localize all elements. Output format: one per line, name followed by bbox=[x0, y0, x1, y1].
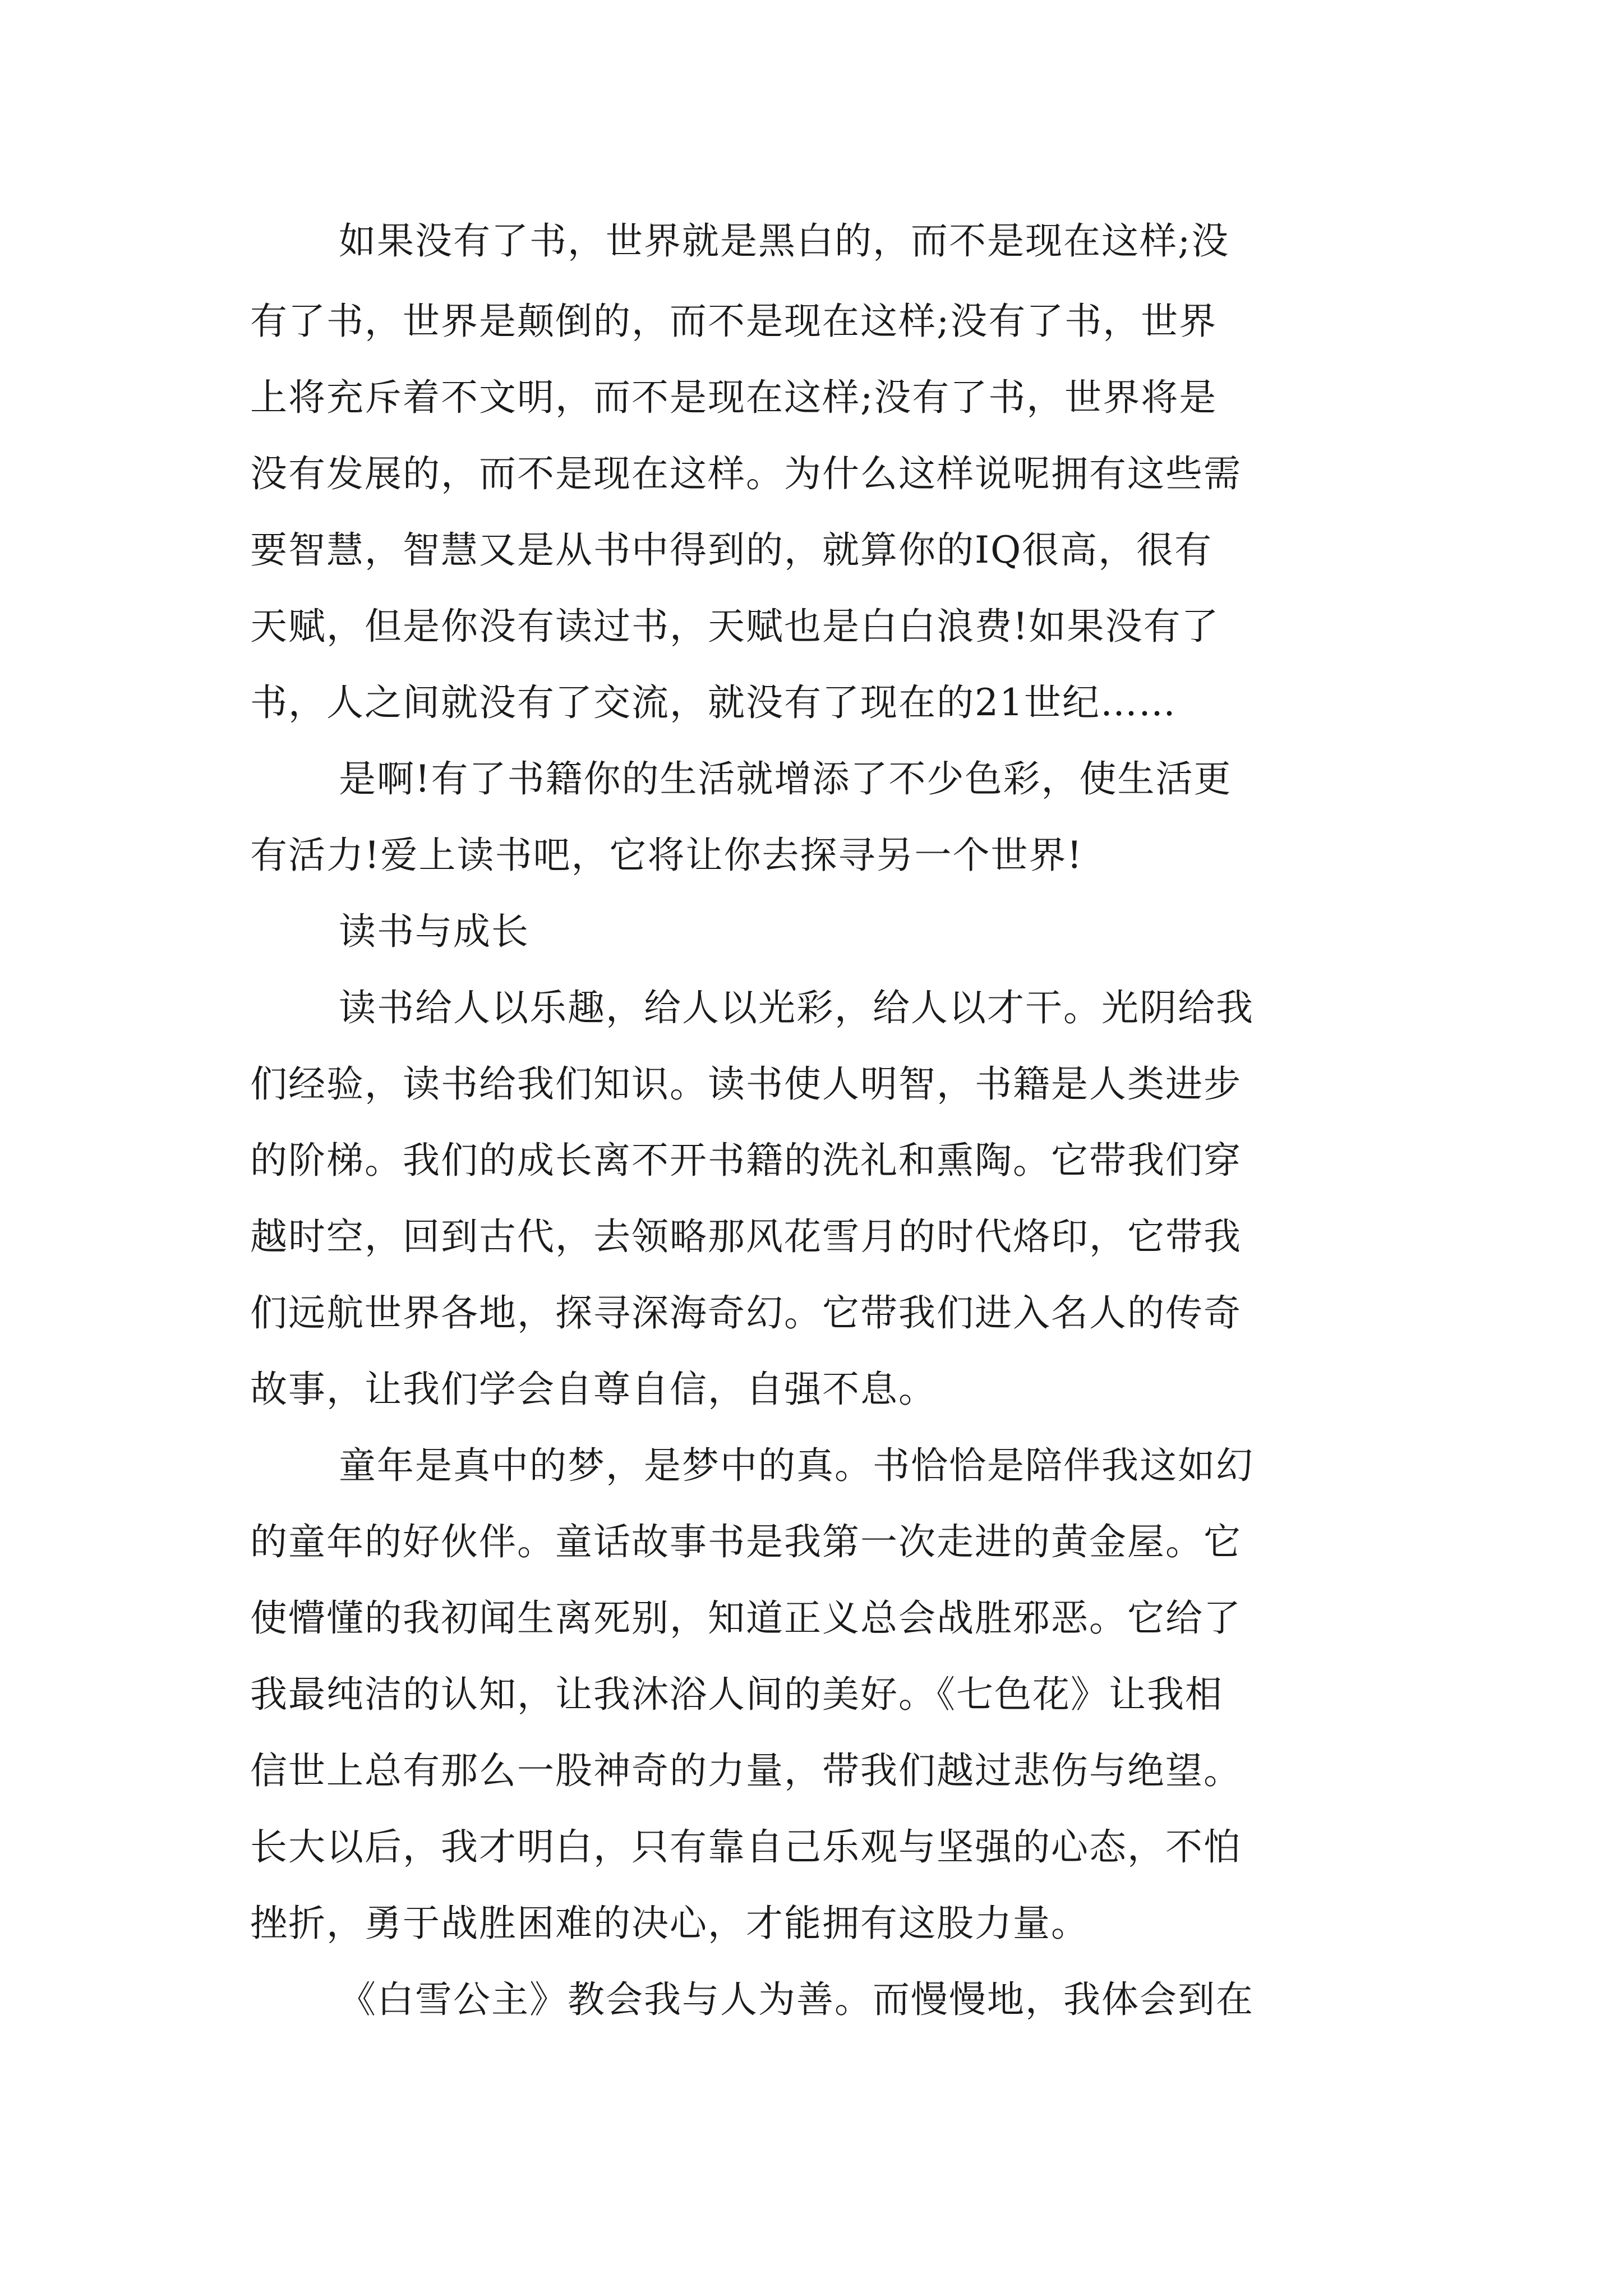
text-line: 是啊!有了书籍你的生活就增添了不少色彩，使生活更 bbox=[339, 757, 1232, 800]
text-line: 读书给人以乐趣，给人以光彩，给人以才干。光阴给我 bbox=[339, 986, 1254, 1029]
text-line: 我最纯洁的认知，让我沐浴人间的美好。《七色花》让我相 bbox=[250, 1673, 1223, 1716]
text-line: 长大以后，我才明白，只有靠自己乐观与坚强的心态，不怕 bbox=[250, 1825, 1242, 1869]
text-line: 的阶梯。我们的成长离不开书籍的洗礼和熏陶。它带我们穿 bbox=[250, 1139, 1242, 1182]
text-line: 故事，让我们学会自尊自信，自强不息。 bbox=[250, 1368, 937, 1411]
text-line: 信世上总有那么一股神奇的力量，带我们越过悲伤与绝望。 bbox=[250, 1749, 1242, 1792]
text-line: 有活力!爱上读书吧，它将让你去探寻另一个世界! bbox=[250, 834, 1083, 877]
text-line: 天赋，但是你没有读过书，天赋也是白白浪费!如果没有了 bbox=[250, 605, 1220, 648]
text-line: 要智慧，智慧又是从书中得到的，就算你的IQ很高，很有 bbox=[250, 528, 1213, 572]
text-line: 童年是真中的梦，是梦中的真。书恰恰是陪伴我这如幻 bbox=[339, 1444, 1254, 1487]
text-line: 有了书，世界是颠倒的，而不是现在这样;没有了书，世界 bbox=[250, 300, 1218, 343]
text-line: 书，人之间就没有了交流，就没有了现在的21世纪…… bbox=[250, 681, 1177, 724]
text-line: 《白雪公主》教会我与人为善。而慢慢地，我体会到在 bbox=[339, 1978, 1254, 2021]
text-line: 的童年的好伙伴。童话故事书是我第一次走进的黄金屋。它 bbox=[250, 1520, 1242, 1563]
text-line: 上将充斥着不文明，而不是现在这样;没有了书，世界将是 bbox=[250, 376, 1218, 419]
text-line: 们远航世界各地，探寻深海奇幻。它带我们进入名人的传奇 bbox=[250, 1291, 1242, 1335]
text-line: 挫折，勇于战胜困难的决心，才能拥有这股力量。 bbox=[250, 1902, 1089, 1945]
text-line: 如果没有了书，世界就是黑白的，而不是现在这样;没 bbox=[339, 219, 1230, 263]
text-line: 们经验，读书给我们知识。读书使人明智，书籍是人类进步 bbox=[250, 1062, 1242, 1106]
section-heading: 读书与成长 bbox=[339, 910, 529, 953]
text-line: 越时空，回到古代，去领略那风花雪月的时代烙印，它带我 bbox=[250, 1215, 1242, 1258]
text-line: 使懵懂的我初闻生离死别，知道正义总会战胜邪恶。它给了 bbox=[250, 1596, 1242, 1640]
text-line: 没有发展的，而不是现在这样。为什么这样说呢拥有这些需 bbox=[250, 452, 1242, 495]
